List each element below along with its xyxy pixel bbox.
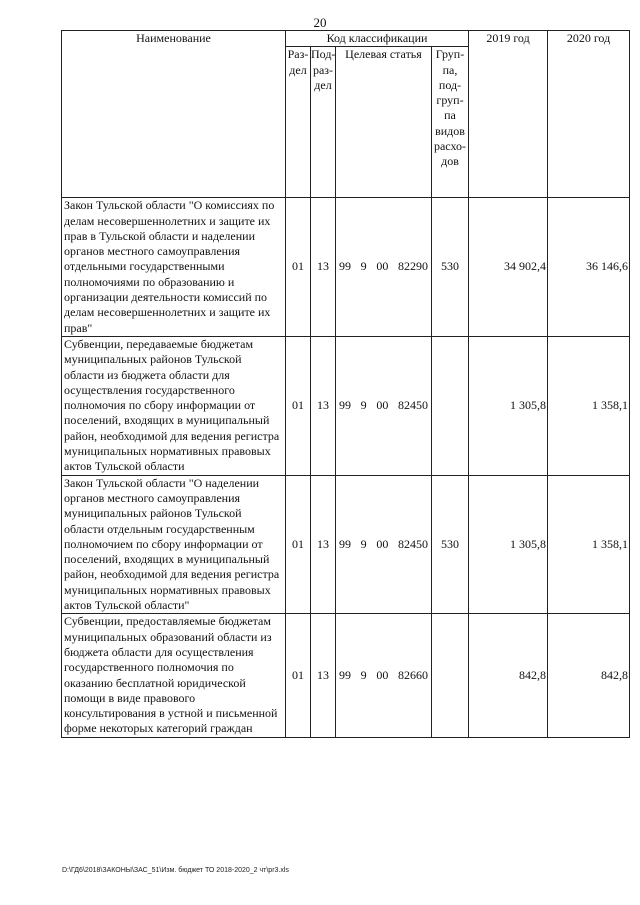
target-part-1: 99 [339,259,351,274]
table-row [62,198,630,337]
table-row [62,475,630,614]
table-row [62,336,630,475]
row-2019: 842,8 [469,614,548,737]
row-2019: 1 305,8 [469,475,548,614]
row-name: Субвенции, передаваемые бюджетам муниципальных районов Тульской области из бюджета области для осуществления государственного полномочия по сбору информации от поселений, входящих в муниципальный район, необходимой для ведения регистра муниципальных нормативных правовых актов Тульской области [62,336,286,475]
target-part-4: 82290 [397,259,428,274]
row-target [336,475,432,614]
row-section: 01 [286,475,311,614]
row-subsection: 13 [311,336,336,475]
target-part-4: 82450 [397,536,428,551]
row-subsection: 13 [311,614,336,737]
target-part-3: 00 [376,259,389,274]
row-2019: 1 305,8 [469,336,548,475]
row-section: 01 [286,198,311,337]
target-part-1: 99 [339,536,351,551]
row-section: 01 [286,614,311,737]
page-number: 20 [313,15,327,30]
header-target: Целевая статья [336,47,432,198]
budget-table [61,30,630,738]
row-group [432,336,469,475]
target-part-2: 9 [360,536,367,551]
target-part-3: 00 [376,667,389,682]
header-subsection: Под- раз- дел [311,47,336,198]
target-part-2: 9 [360,398,367,413]
row-2020: 1 358,1 [548,336,630,475]
row-2020: 842,8 [548,614,630,737]
row-section: 01 [286,336,311,475]
target-part-3: 00 [376,536,389,551]
row-target [336,614,432,737]
file-path-footer: D:\ГД6\2018\ЗАКОНЫ\ЗАС_51\Изм. бюджет ТО 2018-2020_2 чт\pr3.xls [62,867,289,874]
header-year-2019: 2019 год [469,31,548,198]
target-part-3: 00 [376,398,389,413]
row-group: 530 [432,475,469,614]
header-section: Раз- дел [286,47,311,198]
row-2020: 1 358,1 [548,475,630,614]
row-group: 530 [432,198,469,337]
target-part-4: 82450 [397,398,428,413]
row-name: Закон Тульской области "О наделении органов местного самоуправления муниципальных районов Тульской области отдельным государственным полномочием по сбору информации от поселений, входящих в муниципальный район, необходимой для ведения регистра муниципальных нормативных правовых актов Тульской области" [62,475,286,614]
header-code-group: Код классификации [286,31,469,47]
header-group: Груп- па, под- груп- па видов расхо- дов [432,47,469,198]
row-target [336,336,432,475]
target-part-1: 99 [339,398,351,413]
target-part-2: 9 [360,259,367,274]
row-2020: 36 146,6 [548,198,630,337]
header-year-2020: 2020 год [548,31,630,198]
target-part-2: 9 [360,667,367,682]
row-subsection: 13 [311,475,336,614]
target-part-4: 82660 [397,667,428,682]
row-subsection: 13 [311,198,336,337]
row-name: Субвенции, предоставляемые бюджетам муниципальных образований области из бюджета области для осуществления государственного полномочия по оказанию бесплатной юридической помощи в виде правового консультирования в устной и письменной форме некоторых категорий граждан [62,614,286,737]
row-name: Закон Тульской области "О комиссиях по делам несовершеннолетних и защите их прав в Тульской области и наделении органов местного самоуправления отдельными государственными полномочиями по образованию и организации деятельности комиссий по делам несовершеннолетних и защите их прав" [62,198,286,337]
table-row [62,614,630,737]
row-2019: 34 902,4 [469,198,548,337]
target-part-1: 99 [339,667,351,682]
row-target [336,198,432,337]
row-group [432,614,469,737]
header-name: Наименование [62,31,286,198]
